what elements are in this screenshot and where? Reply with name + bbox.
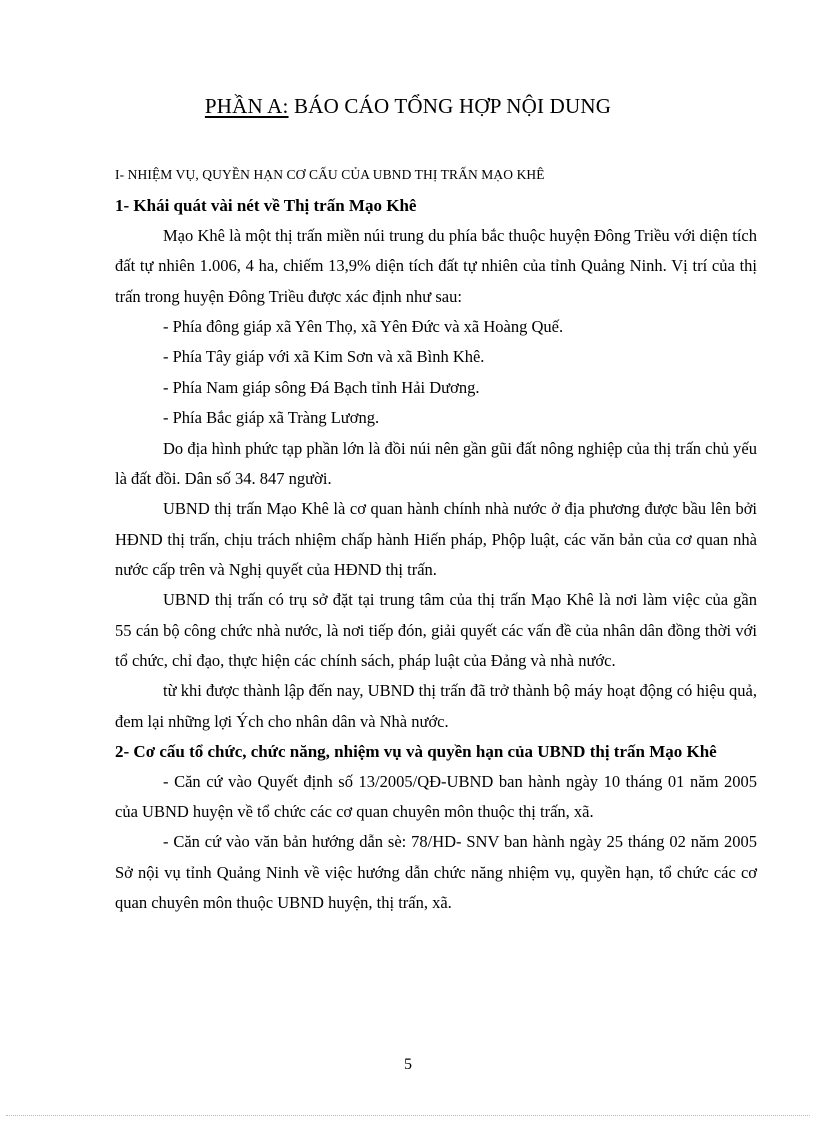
subsection-1-heading: 1- Khái quát vài nét về Thị trấn Mạo Khê [115,196,417,215]
border-item-north: - Phía Bắc giáp xã Tràng Lương. [163,408,380,428]
guidance-paragraph: - Căn cứ vào văn bản hướng dẫn sè: 78/HD- SNV ban hành ngày 25 tháng 02 năm 2005 Sở nội vụ tỉnh Quảng Ninh về việc hướng dẫn chức năng nhiệm vụ, quyền hạn, tổ chức các cơ quan chuyên môn thuộc UBND huyện, thị trấn, xã. [115,832,757,913]
terrain-paragraph: Do địa hình phức tạp phần lớn là đồi núi nên gần gũi đất nông nghiệp của thị trấn chủ yếu là đất đồi. Dân số 34. 847 người. [115,438,757,489]
footer-divider [6,1115,810,1116]
page-title [0,92,816,120]
decision-paragraph: - Căn cứ vào Quyết định số 13/2005/QĐ-UBND ban hành ngày 10 tháng 01 năm 2005 của UBND huyện về tổ chức các cơ quan chuyên môn thuộc thị trấn, xã. [115,771,757,822]
headquarters-paragraph: UBND thị trấn có trụ sở đặt tại trung tâm của thị trấn Mạo Khê là nơi làm việc của gần 55 cán bộ công chức nhà nước, là nơi tiếp đón, giải quyết các vấn đề của nhân dân đồng thời với tổ chức, chỉ đạo, thực hiện các chính sách, pháp luật của Đảng và nhà nước. [115,590,757,670]
border-item-west: - Phía Tây giáp với xã Kim Sơn và xã Bình Khê. [163,347,485,367]
title-part-label: PHẦN A: [204,94,289,118]
border-item-east: - Phía đông giáp xã Yên Thọ, xã Yên Đức và xã Hoàng Quế. [163,316,564,336]
subsection-2-heading: 2- Cơ cấu tổ chức, chức năng, nhiệm vụ và quyền hạn của UBND thị trấn Mạo Khê [115,741,717,761]
page-number: 5 [404,1056,412,1073]
title-text: BÁO CÁO TỔNG HỢP NỘI DUNG [288,94,612,118]
section-heading: I- NHIỆM VỤ, QUYỀN HẠN CƠ CẤU CỦA UBND THỊ TRẤN MẠO KHÊ [115,167,545,182]
border-item-south: - Phía Nam giáp sông Đá Bạch tỉnh Hải Dương. [163,377,480,397]
document-body [115,165,757,918]
ubnd-definition-paragraph: UBND thị trấn Mạo Khê là cơ quan hành chính nhà nước ở địa phương được bầu lên bởi HĐND thị trấn, chịu trách nhiệm chấp hành Hiến pháp, Phộp luật, các văn bản của cơ quan nhà nước cấp trên và Nghị quyết của HĐND thị trấn. [115,499,757,580]
intro-paragraph: Mạo Khê là một thị trấn miền núi trung du phía bắc thuộc huyện Đông Triều với diện tích đất tự nhiên 1.006, 4 ha, chiếm 13,9% diện tích đất tự nhiên của tỉnh Quảng Ninh. Vị trí của thị trấn trong huyện Đông Triều được xác định như sau: [115,226,757,306]
history-paragraph: từ khi được thành lập đến nay, UBND thị trấn đã trở thành bộ máy hoạt động có hiệu quả, đem lại những lợi Ých cho nhân dân và Nhà nước. [115,681,757,731]
